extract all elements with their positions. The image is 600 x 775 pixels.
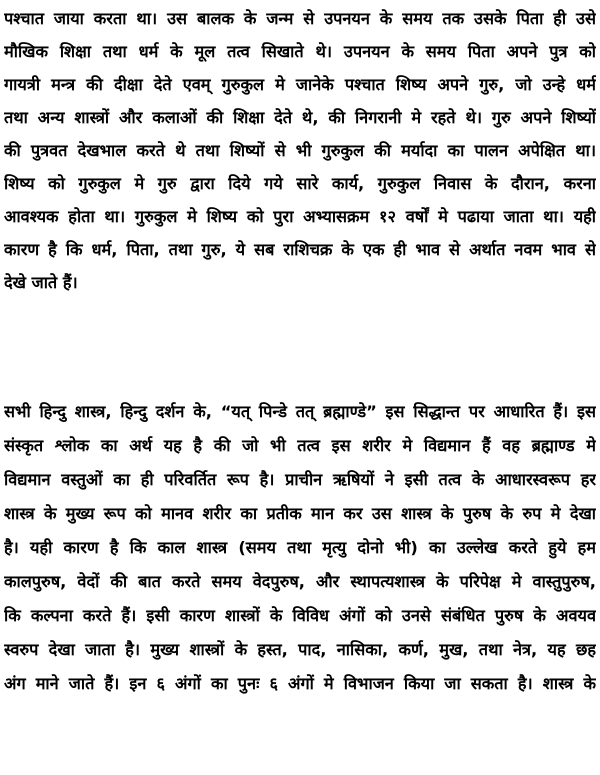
- text-line: अंग माने जाते हैं। इन ६ अंगों का पुनः ६ अंगों मे विभाजन किया जा सकता है। शास्त्र के: [4, 674, 596, 693]
- text-line: गायत्री मन्त्र की दीक्षा देते एवम् गुरुकुल मे जानेके पश्चात शिष्य अपने गुरु, जो उन्हे धर्म: [4, 75, 596, 94]
- text-line: कारण है कि धर्म, पिता, तथा गुरु, ये सब राशिचक्र के एक ही भाव से अर्थात नवम भाव से: [4, 240, 596, 259]
- text-line: विद्यमान वस्तुओं का ही परिवर्तित रूप है। प्राचीन ऋषियों ने इसी तत्व के आधारस्वरूप हर: [4, 470, 596, 489]
- text-line: मौखिक शिक्षा तथा धर्म के मूल तत्व सिखाते थे। उपनयन के समय पिता अपने पुत्र को: [4, 42, 596, 61]
- text-line: शास्त्र के मुख्य रूप को मानव शरीर का प्रतीक मान कर उस शास्त्र के पुरुष के रुप मे देखा: [4, 504, 596, 523]
- text-line: संस्कृत श्लोक का अर्थ यह है की जो भी तत्व इस शरीर मे विद्यमान हैं वह ब्रह्माण्ड मे: [4, 436, 596, 455]
- text-line: सभी हिन्दु शास्त्र, हिन्दु दर्शन के, “यत् पिन्डे तत् ब्रह्माण्डे” इस सिद्धान्त पर आधारित हैं। इस: [4, 402, 596, 421]
- text-line: कि कल्पना करते हैं। इसी कारण शास्त्रों के विविध अंगों को उनसे संबंधित पुरुष के अवयव: [4, 606, 596, 625]
- text-line: देखे जाते हैं।: [4, 273, 78, 292]
- text-line: है। यही कारण है कि काल शास्त्र (समय तथा मृत्यु दोनो भी) का उल्लेख करते हुये हम: [4, 538, 596, 557]
- text-line: तथा अन्य शास्त्रों और कलाओं की शिक्षा देते थे, की निगरानी मे रहते थे। गुरु अपने शिष्यों: [4, 108, 596, 127]
- text-line: स्वरुप देखा जाता है। मुख्य शास्त्रों के हस्त, पाद, नासिका, कर्ण, मुख, तथा नेत्र, यह छह: [4, 640, 596, 659]
- text-line: पश्चात जाया करता था। उस बालक के जन्म से उपनयन के समय तक उसके पिता ही उसे: [4, 9, 596, 28]
- text-line: कालपुरुष, वेदों की बात करते समय वेदपुरुष, और स्थापत्यशास्त्र के परिपेक्ष मे वास्तुपुरुष,: [4, 572, 596, 591]
- text-line: की पुत्रवत देखभाल करते थे तथा शिष्यों से भी गुरुकुल की मर्यादा का पालन अपेक्षित था।: [4, 141, 596, 160]
- text-line: शिष्य को गुरुकुल मे गुरु द्वारा दिये गये सारे कार्य, गुरुकुल निवास के दौरान, करना: [4, 174, 596, 193]
- text-line: आवश्यक होता था। गुरुकुल मे शिष्य को पुरा अभ्यासक्रम १२ वर्षों मे पढाया जाता था। यही: [4, 207, 596, 226]
